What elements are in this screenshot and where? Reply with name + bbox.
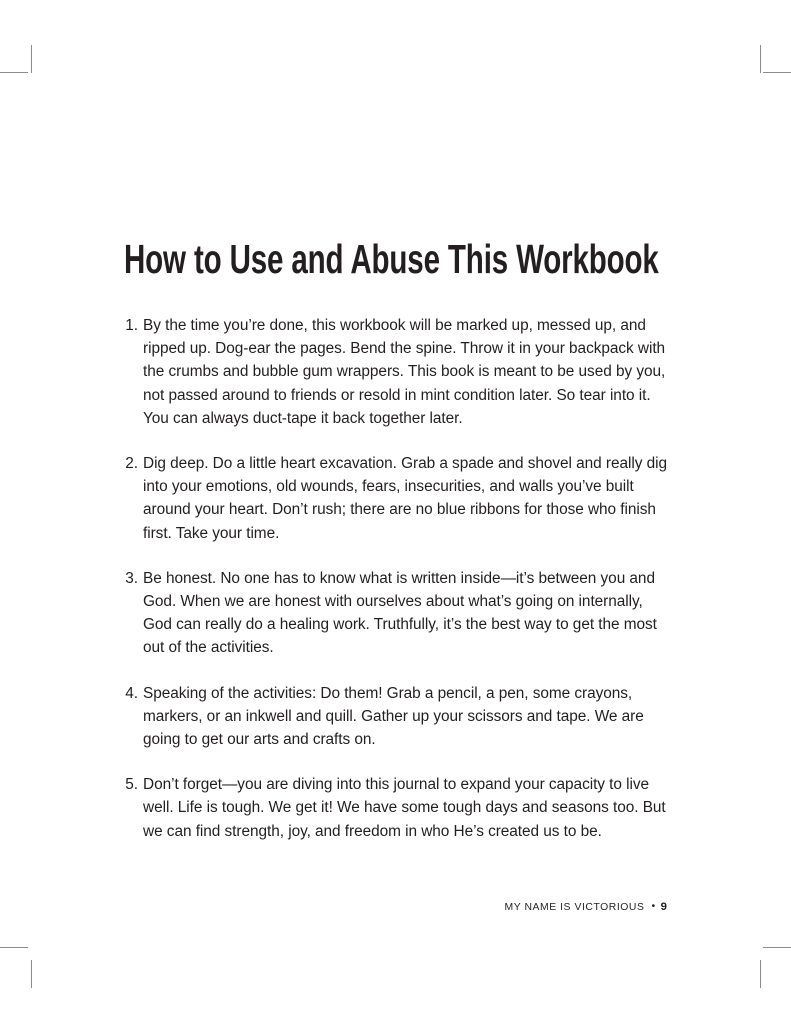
list-item (122, 452, 667, 545)
crop-mark-horizontal-tick (763, 72, 791, 73)
list-item-text: Be honest. No one has to know what is written inside—it’s between you and God. When we are honest with ourselves about what’s going on internally, God can really do a healing work. Truthfully, it’s the best way to get the most out of the activities. (143, 569, 657, 657)
page-footer (122, 900, 667, 915)
page-number: 9 (660, 901, 667, 913)
page-content (122, 236, 667, 843)
crop-mark-bottom-right (733, 947, 778, 992)
instructions-list (122, 314, 667, 843)
list-item-number: 4. (125, 684, 138, 702)
crop-mark-top-left (17, 45, 57, 85)
footer-separator-dot: • (651, 901, 656, 912)
list-item-number: 1. (125, 317, 138, 334)
crop-mark-horizontal-tick (763, 947, 791, 948)
crop-mark-vertical-tick (760, 960, 761, 988)
crop-mark-vertical-tick (760, 45, 761, 73)
page-title: How to Use and Abuse This Workbook (124, 236, 659, 282)
list-item-text: By the time you’re done, this workbook will be marked up, messed up, and ripped up. Dog-ear the pages. Bend the spine. Throw it in your backpack with the crumbs and bubble gum wrappers. This book is meant to be used by you, not passed around to friends or resold in mint condition later. So tear into it. You can always duct-tape it back together later. (143, 317, 666, 427)
list-item-text: Speaking of the activities: Do them! Grab a pencil, a pen, some crayons, markers, or an inkwell and quill. Gather up your scissors and tape. We are going to get our arts and crafts on. (143, 684, 644, 749)
list-item-text: Don’t forget—you are diving into this journal to expand your capacity to live well. Life is tough. We get it! We have some tough days and seasons too. But we can find strength, joy, and freedom in who He’s created us to be. (143, 776, 666, 840)
list-item-number: 3. (125, 569, 138, 587)
list-item (122, 567, 667, 660)
list-item-text: Dig deep. Do a little heart excavation. Grab a spade and shovel and really dig into your emotions, old wounds, fears, insecurities, and walls you’ve built around your heart. Don’t rush; there are no blue ribbons for those who finish first. Take your time. (143, 455, 667, 542)
list-item (122, 773, 667, 843)
list-item-number: 5. (125, 776, 138, 794)
crop-mark-horizontal-tick (0, 947, 28, 948)
crop-mark-horizontal-tick (0, 72, 28, 73)
crop-mark-bottom-left (17, 947, 57, 992)
crop-mark-vertical-tick (31, 45, 32, 73)
footer-book-title: MY NAME IS VICTORIOUS (504, 902, 645, 913)
list-item-number: 2. (125, 455, 138, 473)
crop-mark-top-right (733, 45, 778, 85)
crop-mark-vertical-tick (31, 960, 32, 988)
list-item (122, 682, 667, 752)
list-item (122, 314, 667, 430)
